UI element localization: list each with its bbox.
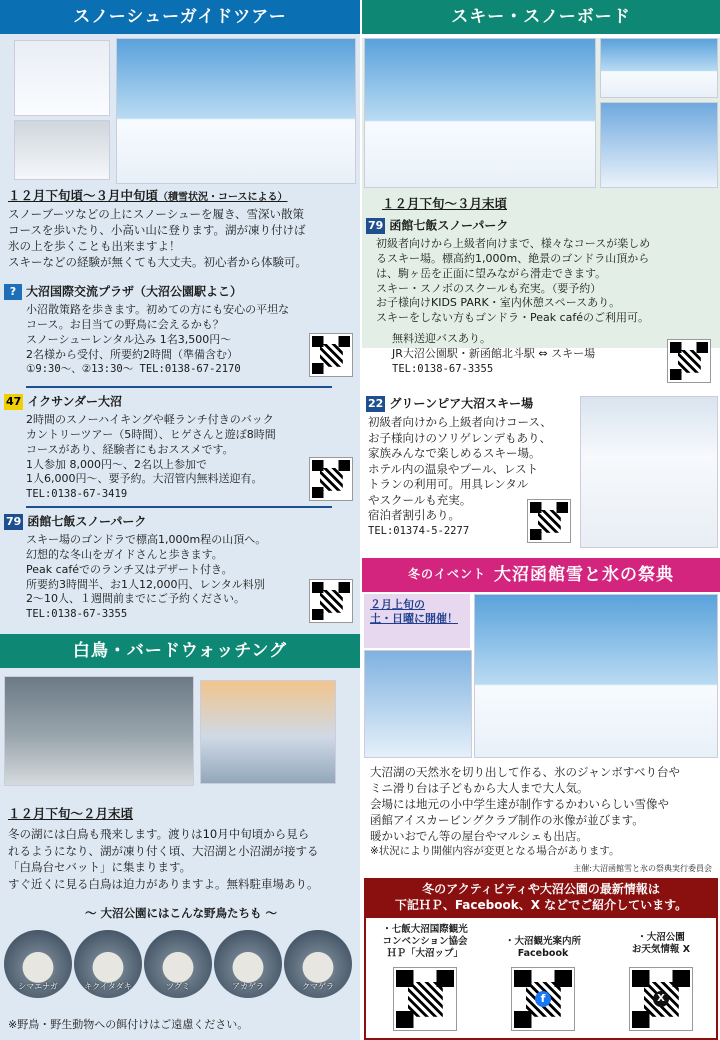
- snowshoe-period: [8, 188, 354, 204]
- bird-name: キクイタダキ: [84, 981, 132, 991]
- body-line: カントリーツアー（5時間）、ヒゲさんと遊ぼ8時間: [26, 427, 276, 441]
- body-line: やスクールも充実。: [368, 492, 472, 507]
- body-line: JR大沼公園駅・新函館北斗駅 ⇔ スキー場: [392, 347, 596, 360]
- cafe-view-photo: [600, 38, 718, 98]
- label-line: ＨＰ「大沼ップ」: [386, 947, 463, 959]
- body-line: 1人6,000円～、要予約。大沼管内無料送迎有。: [26, 472, 263, 486]
- facebook-icon: f: [535, 991, 551, 1007]
- x-link-label: [606, 932, 716, 956]
- facebook-link-label: [488, 936, 598, 960]
- body-line: お子様向けのソリゲレンデもあり、: [368, 430, 552, 445]
- body-line: コース。お目当ての野鳥に会えるかも？: [26, 317, 224, 331]
- desc-line: スキーなどの経験が無くても大丈夫。初心者から体験可。: [8, 255, 307, 270]
- desc-line: 函館アイスカービングクラブ制作の氷像が並びます。: [370, 813, 644, 828]
- body-line: スキーをしない方もゴンドラ・Peak caféのご利用可。: [376, 311, 650, 325]
- desc-line: れるようになり、湖が凍り付く頃、大沼湖と小沼湖が接する: [8, 843, 319, 858]
- snowshoe-header: スノーシューガイドツアー: [0, 0, 360, 34]
- birds-desc: [8, 826, 354, 893]
- desc-line: 「白鳥台セバット」に集まります。: [8, 860, 192, 875]
- body-line: スノーシューレンタル込み 1名3,500円～: [26, 332, 232, 346]
- body-line: 小沼散策路を歩きます。初めての方にも安心の平坦な: [26, 303, 290, 317]
- label-line: ・大沼公園: [637, 932, 685, 943]
- festival-pretitle: 冬のイベント: [407, 567, 486, 582]
- ice-slide-photo: [474, 594, 718, 758]
- body-line: コースがあり、経験者にもおススメです。: [26, 442, 234, 456]
- banner-line: 下記ＨＰ、Facebook、X などでご紹介しています。: [394, 897, 688, 912]
- banner-line: 冬のアクティビティや大沼公園の最新情報は: [422, 882, 660, 896]
- hp-link-label: [370, 924, 480, 960]
- desc-line: 会場には地元の小中学生達が制作するかわいらしい雪像や: [370, 797, 669, 812]
- nanae-snowpark-tour-section: [4, 514, 356, 621]
- ski-header: スキー・スノーボード: [362, 0, 720, 34]
- wild-birds-subtitle: ～ 大沼公園にはこんな野鳥たちも ～: [84, 906, 277, 920]
- bridge-lake-photo: [200, 680, 336, 784]
- section-title: グリーンピア大沼スキー場: [389, 396, 534, 411]
- body-line: 2～10人、１週間前までにご予約ください。: [26, 592, 245, 606]
- tel-line: TEL:0138-67-3355: [26, 608, 128, 621]
- snowshoe-period-text: １２月下旬頃～３月中旬頃: [8, 188, 159, 203]
- snowy-tree-photo: [600, 102, 718, 188]
- links-box: [364, 918, 718, 1040]
- desc-line: すぐ近くに見る白鳥は迫力がありますよ。無料駐車場あり。: [8, 877, 319, 892]
- desc-line: スノーブーツなどの上にスノーシューを履き、雪深い散策: [8, 207, 305, 221]
- tel-line: ①9:30～、②13:30～ TEL:0138-67-2170: [26, 363, 241, 376]
- bird-name: アカゲラ: [232, 981, 264, 991]
- body-line: ホテル内の温泉やプール、レスト: [368, 461, 539, 476]
- map-number-badge: 79: [6, 515, 22, 528]
- qr-code[interactable]: [310, 580, 352, 622]
- festival-credit: 主催:大沼函館雪と氷の祭典実行委員会: [573, 864, 712, 873]
- shimaenaga-photo: [4, 930, 72, 998]
- qr-code[interactable]: [528, 500, 570, 542]
- akagera-photo: [214, 930, 282, 998]
- feeding-note: ※野鳥・野生動物への餌付けはご遠慮ください。: [8, 1018, 249, 1031]
- body-line: るスキー場。標高約1,000m、絶景のゴンドラ山頂から: [376, 251, 650, 265]
- tag-line: ２月上旬の: [370, 598, 425, 611]
- body-line: お子様向けKIDS PARK・室内休憩スペースあり。: [376, 296, 621, 310]
- label-line: ・七飯大沼国際観光: [382, 924, 468, 935]
- x-icon: X: [653, 991, 669, 1007]
- desc-line: 冬の湖には白鳥も飛来します。渡りは10月中旬頃から見ら: [8, 827, 310, 841]
- body-line: スキー場のゴンドラで標高1,000m程の山頂へ。: [26, 533, 267, 547]
- festival-title: 大沼函館雪と氷の祭典: [494, 564, 674, 585]
- desc-line: 氷の上を歩くことも出来ますよ！: [8, 239, 181, 254]
- qr-code[interactable]: [668, 340, 710, 382]
- section-title: 大沼国際交流プラザ（大沼公園駅よこ）: [26, 284, 243, 299]
- body-line: 2名様から受付、所要約2時間（準備含む）: [26, 347, 238, 361]
- frozen-lake-couple-photo: [116, 38, 356, 184]
- kumagera-photo: [284, 930, 352, 998]
- label-line: お天気情報 X: [631, 943, 691, 955]
- body-line: 家族みんなで楽しめるスキー場。: [368, 446, 541, 461]
- section-title: イクサンダー大沼: [27, 394, 122, 409]
- map-number-badge: 47: [6, 395, 22, 408]
- kikuitadaki-photo: [74, 930, 142, 998]
- ski-slope-photo: [364, 38, 596, 188]
- body-line: 1人参加 8,000円～、2名以上参加で: [26, 457, 207, 471]
- body-line: 無料送迎バスあり。: [392, 332, 491, 346]
- body-line: 宿泊者割引あり。: [368, 508, 460, 523]
- desc-line: 大沼湖の天然氷を切り出して作る、氷のジャンボすべり台や: [370, 765, 681, 779]
- body-line: スキー・スノボのスクールも充実。（要予約）: [376, 281, 602, 295]
- body-line: Peak caféでのランチ又はデザート付き。: [26, 562, 233, 576]
- hp-qr-code[interactable]: [394, 968, 456, 1030]
- label-line: コンベンション協会: [382, 935, 468, 947]
- divider: [26, 386, 332, 388]
- bird-name: クマゲラ: [302, 981, 334, 991]
- bird-name: シマエナガ: [18, 981, 58, 991]
- desc-line: ※状況により開催内容が変更となる場合があります。: [370, 845, 620, 858]
- right-column: [362, 0, 720, 1040]
- map-number-badge: 22: [368, 397, 384, 410]
- tag-line: 土・日曜に開催！: [370, 612, 458, 626]
- body-line: 幻想的な冬山をガイドさんと歩きます。: [26, 547, 223, 561]
- swans-photo: [4, 676, 194, 786]
- nanae-snowpark-section: [366, 218, 716, 376]
- section-title: 函館七飯スノーパーク: [27, 514, 147, 529]
- bird-name: ツグミ: [166, 981, 190, 991]
- map-number-badge: 79: [368, 219, 384, 232]
- festival-date-tag: [364, 594, 470, 648]
- body-line: 初級者向けから上級者向けまで、様々なコースが楽しめ: [376, 237, 651, 251]
- birds-header: 白鳥・バードウォッチング: [0, 634, 360, 668]
- snowshoes-photo: [14, 120, 110, 180]
- tsugumi-photo: [144, 930, 212, 998]
- desc-line: コースを歩いたり、小高い山に登ります。湖が凍り付けば: [8, 223, 306, 238]
- ice-sculpture-photo: [364, 650, 472, 758]
- ski-period: [382, 196, 714, 212]
- label-line: ・大沼観光案内所: [504, 936, 581, 947]
- ski-period-text: １２月下旬～３月末頃: [382, 196, 508, 211]
- tel-line: TEL:0138-67-3419: [26, 488, 128, 501]
- info-badge: ?: [4, 284, 22, 300]
- snowshoe-hikers-photo: [14, 40, 110, 116]
- tel-line: TEL:01374-5-2277: [368, 524, 470, 537]
- festival-header: [362, 558, 720, 592]
- divider: [26, 506, 332, 508]
- desc-line: 暖かいおでん等の屋台やマルシェも出店。: [370, 829, 588, 844]
- birds-period-text: １２月下旬～２月末頃: [8, 806, 134, 821]
- body-line: は、駒ヶ岳を正面に望みながら滑走できます。: [376, 266, 607, 280]
- body-line: 2時間のスノーハイキングや軽ランチ付きのバック: [26, 413, 274, 427]
- section-title: 函館七飯スノーパーク: [389, 218, 509, 233]
- info-banner: [364, 878, 718, 918]
- desc-line: ミニ滑り台は子どもから大人まで大人気。: [370, 781, 589, 796]
- body-line: トランの利用可。用具レンタル: [368, 477, 529, 492]
- ixander-section: [4, 394, 356, 501]
- body-line: 初級者向けから上級者向けコース、: [368, 415, 552, 430]
- body-line: 所要約3時間半、お1人12,000円、レンタル料別: [26, 577, 265, 591]
- qr-code[interactable]: [310, 458, 352, 500]
- greenpia-slope-photo: [580, 396, 718, 548]
- qr-code[interactable]: [310, 334, 352, 376]
- onuma-plaza-section: [4, 284, 356, 377]
- label-line: Facebook: [517, 947, 569, 959]
- birds-period: [8, 806, 354, 822]
- snowshoe-desc: [8, 206, 354, 270]
- tel-line: TEL:0138-67-3355: [392, 362, 494, 375]
- snowshoe-period-note: （積雪状況・コースによる）: [158, 192, 288, 203]
- festival-desc: [370, 764, 714, 859]
